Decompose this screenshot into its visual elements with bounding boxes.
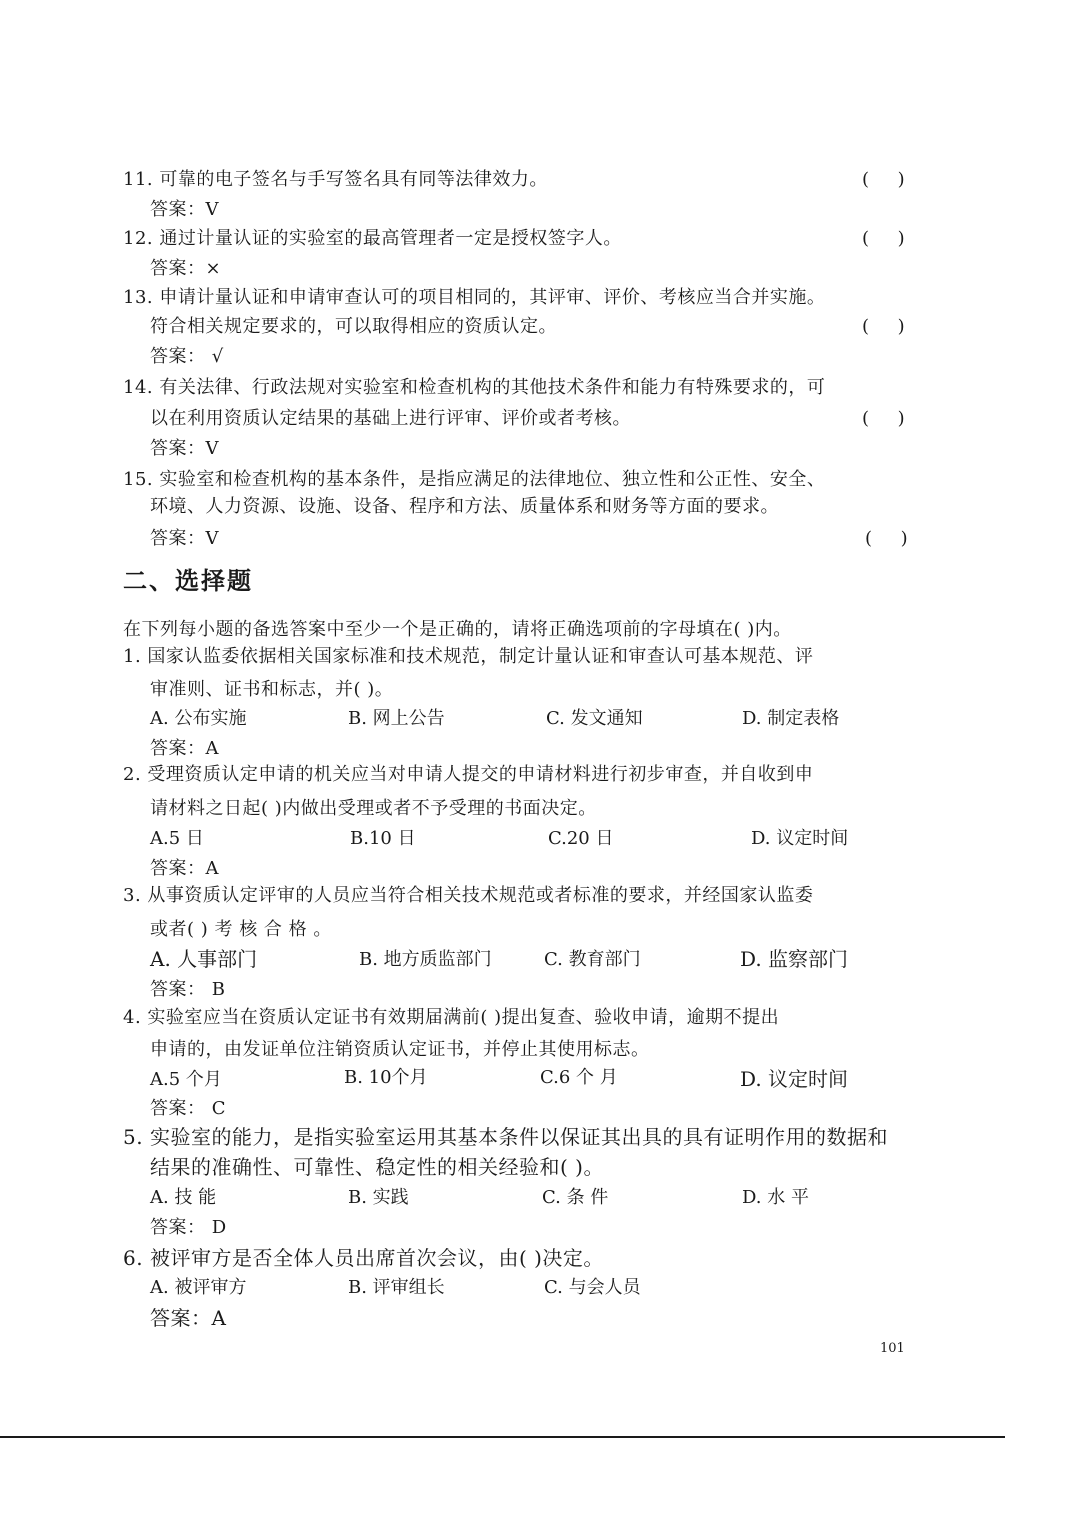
choice-4-option-a: A.5 个月 bbox=[150, 1069, 222, 1090]
choice-1-option-a: A. 公布实施 bbox=[150, 708, 247, 729]
question-11-text: 11. 可靠的电子签名与手写签名具有同等法律效力。 bbox=[123, 169, 548, 190]
choice-3-option-b: B. 地方质监部门 bbox=[359, 949, 492, 970]
choice-2-text: 2. 受理资质认定申请的机关应当对申请人提交的申请材料进行初步审查，并自收到申 bbox=[123, 764, 814, 785]
question-15-text: 15. 实验室和检查机构的基本条件，是指应满足的法律地位、独立性和公正性、安全、 bbox=[123, 469, 826, 490]
question-15-answer-blank: ( ) bbox=[865, 528, 908, 549]
question-12-answer-blank: ( ) bbox=[862, 228, 905, 249]
section-title: 二、选择题 bbox=[123, 566, 253, 595]
choice-5-text: 5. 实验室的能力，是指实验室运用其基本条件以保证其出具的具有证明作用的数据和 bbox=[123, 1125, 888, 1149]
question-13-answer-blank: ( ) bbox=[862, 316, 905, 337]
question-12-text: 12. 通过计量认证的实验室的最高管理者一定是授权签字人。 bbox=[123, 228, 622, 249]
choice-5-answer: 答案： D bbox=[150, 1217, 227, 1238]
choice-3-option-d: D. 监察部门 bbox=[740, 947, 849, 971]
question-14-answer: 答案：V bbox=[150, 438, 219, 459]
choice-2-text-line2: 请材料之日起( )内做出受理或者不予受理的书面决定。 bbox=[150, 798, 597, 819]
question-14-answer-blank: ( ) bbox=[862, 408, 905, 429]
choice-6-answer: 答案：A bbox=[150, 1306, 227, 1330]
footer-rule bbox=[0, 1436, 1005, 1438]
choice-5-text-line2: 结果的准确性、可靠性、稳定性的相关经验和( )。 bbox=[150, 1155, 604, 1179]
choice-5-option-b: B. 实践 bbox=[348, 1187, 409, 1208]
question-12-answer: 答案：× bbox=[150, 258, 222, 279]
choice-3-option-a: A. 人事部门 bbox=[150, 947, 258, 971]
choice-1-option-d: D. 制定表格 bbox=[742, 708, 840, 729]
choice-3-option-c: C. 教育部门 bbox=[544, 949, 641, 970]
choice-2-option-a: A.5 日 bbox=[150, 828, 204, 849]
question-15-text-line2: 环境、人力资源、设施、设备、程序和方法、质量体系和财务等方面的要求。 bbox=[150, 496, 779, 517]
choice-3-text: 3. 从事资质认定评审的人员应当符合相关技术规范或者标准的要求，并经国家认监委 bbox=[123, 885, 814, 906]
choice-3-text-line2: 或者( ) 考 核 合 格 。 bbox=[150, 919, 332, 940]
choice-6-option-c: C. 与会人员 bbox=[544, 1277, 641, 1298]
choice-5-option-c: C. 条 件 bbox=[542, 1187, 609, 1208]
choice-6-option-a: A. 被评审方 bbox=[150, 1277, 247, 1298]
question-14-text-line2: 以在利用资质认定结果的基础上进行评审、评价或者考核。 bbox=[150, 408, 631, 429]
question-11-answer: 答案：V bbox=[150, 199, 219, 220]
page-number: 101 bbox=[880, 1341, 905, 1356]
question-14-text: 14. 有关法律、行政法规对实验室和检查机构的其他技术条件和能力有特殊要求的，可 bbox=[123, 377, 826, 398]
choice-2-answer: 答案：A bbox=[150, 858, 219, 879]
choice-1-text: 1. 国家认监委依据相关国家标准和技术规范，制定计量认证和审查认可基本规范、评 bbox=[123, 646, 814, 667]
choice-4-text-line2: 申请的，由发证单位注销资质认定证书，并停止其使用标志。 bbox=[150, 1039, 650, 1060]
choice-1-option-c: C. 发文通知 bbox=[546, 708, 643, 729]
choice-4-option-b: B. 10个月 bbox=[344, 1067, 428, 1088]
choice-5-option-a: A. 技 能 bbox=[150, 1187, 217, 1208]
choice-5-option-d: D. 水 平 bbox=[742, 1187, 809, 1208]
question-13-text: 13. 申请计量认证和申请审查认可的项目相同的，其评审、评价、考核应当合并实施。 bbox=[123, 287, 826, 308]
choice-1-option-b: B. 网上公告 bbox=[348, 708, 445, 729]
section-intro: 在下列每小题的备选答案中至少一个是正确的，请将正确选项前的字母填在( )内。 bbox=[123, 619, 792, 640]
choice-4-option-d: D. 议定时间 bbox=[740, 1067, 849, 1091]
question-15-answer: 答案：V bbox=[150, 528, 219, 549]
choice-6-text: 6. 被评审方是否全体人员出席首次会议，由( )决定。 bbox=[123, 1246, 604, 1270]
choice-2-option-b: B.10 日 bbox=[350, 828, 416, 849]
choice-2-option-c: C.20 日 bbox=[548, 828, 614, 849]
choice-4-text: 4. 实验室应当在资质认定证书有效期届满前( )提出复查、验收申请，逾期不提出 bbox=[123, 1007, 780, 1028]
choice-1-answer: 答案：A bbox=[150, 738, 219, 759]
choice-4-answer: 答案： C bbox=[150, 1098, 226, 1119]
choice-2-option-d: D. 议定时间 bbox=[751, 828, 849, 849]
question-13-answer: 答案： √ bbox=[150, 346, 224, 367]
choice-4-option-c: C.6 个 月 bbox=[540, 1067, 618, 1088]
choice-1-text-line2: 审准则、证书和标志，并( )。 bbox=[150, 679, 394, 700]
choice-6-option-b: B. 评审组长 bbox=[348, 1277, 445, 1298]
question-11-answer-blank: ( ) bbox=[862, 169, 905, 190]
question-13-text-line2: 符合相关规定要求的，可以取得相应的资质认定。 bbox=[150, 316, 557, 337]
choice-3-answer: 答案： B bbox=[150, 979, 226, 1000]
